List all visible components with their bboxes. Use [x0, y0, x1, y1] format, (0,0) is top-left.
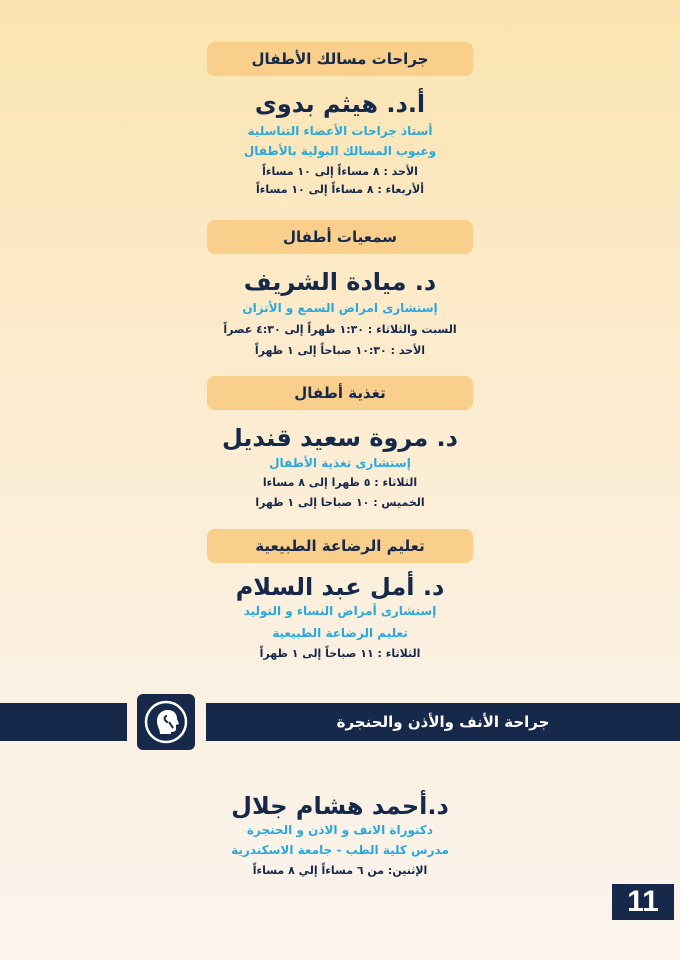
doctor-name: د.أحمد هشام جلال	[231, 792, 449, 820]
doctor-specialty: إستشارى امراض السمع و الأتزان	[242, 301, 438, 315]
doctor-specialty: إستشارى تغذية الأطفال	[269, 456, 411, 470]
schedule-line: الأحد : ١٠:٣٠ صباحاً إلى ١ ظهراً	[254, 344, 426, 357]
doctor-specialty: وعيوب المسالك البولية بالأطفال	[243, 144, 437, 158]
section-heading-pediatric-audiology: سمعيات أطفال	[207, 220, 473, 254]
page-number: 11	[612, 884, 674, 920]
schedule-line: الخميس : ١٠ صباحا إلى ١ ظهرا	[255, 496, 425, 509]
ent-band-title: جراحة الأنف والأذن والحنجرة	[336, 713, 550, 731]
schedule-line: الثلاثاء : ٥ ظهرا إلى ٨ مساءا	[262, 476, 418, 489]
ent-logo	[137, 694, 195, 750]
doctor-specialty: إستشارى أمراض النساء و التوليد	[243, 604, 437, 618]
ent-band-left	[0, 703, 127, 741]
doctor-specialty: مدرس كلية الطب - جامعة الاسكندرية	[231, 843, 449, 857]
doctor-specialty: دكتوراة الانف و الاذن و الحنجرة	[246, 823, 434, 837]
doctor-name: د. ميادة الشريف	[243, 268, 437, 296]
ent-head-profile-icon	[143, 699, 189, 745]
section-heading-pediatric-nutrition: تغذية أطفال	[207, 376, 473, 410]
schedule-line: الأحد : ٨ مساءاً إلى ١٠ مساءاً	[262, 165, 418, 178]
doctor-name: أ.د. هيثم بدوى	[254, 90, 426, 118]
doctor-name: د. أمل عبد السلام	[235, 573, 445, 601]
section-heading-breastfeeding: تعليم الرضاعة الطبيعية	[207, 529, 473, 563]
doctor-specialty: تعليم الرضاعة الطبيعية	[272, 626, 408, 640]
doctor-name: د. مروة سعيد قنديل	[222, 424, 458, 452]
schedule-line: الإثنين: من ٦ مساءاً إلي ٨ مساءاً	[252, 864, 428, 877]
schedule-line: السبت والثلاثاء : ١:٣٠ ظهراً إلى ٤:٣٠ عصراً	[223, 323, 457, 336]
schedule-line: الثلاثاء : ١١ صباحاً إلى ١ ظهراً	[259, 647, 421, 660]
section-heading-pediatric-urology: جراحات مسالك الأطفال	[207, 42, 473, 76]
schedule-line: ألأربعاء : ٨ مساءاً إلى ١٠ مساءاً	[255, 183, 424, 196]
doctor-specialty: أستاذ جراحات الأعضاء التناسلية	[247, 124, 433, 138]
